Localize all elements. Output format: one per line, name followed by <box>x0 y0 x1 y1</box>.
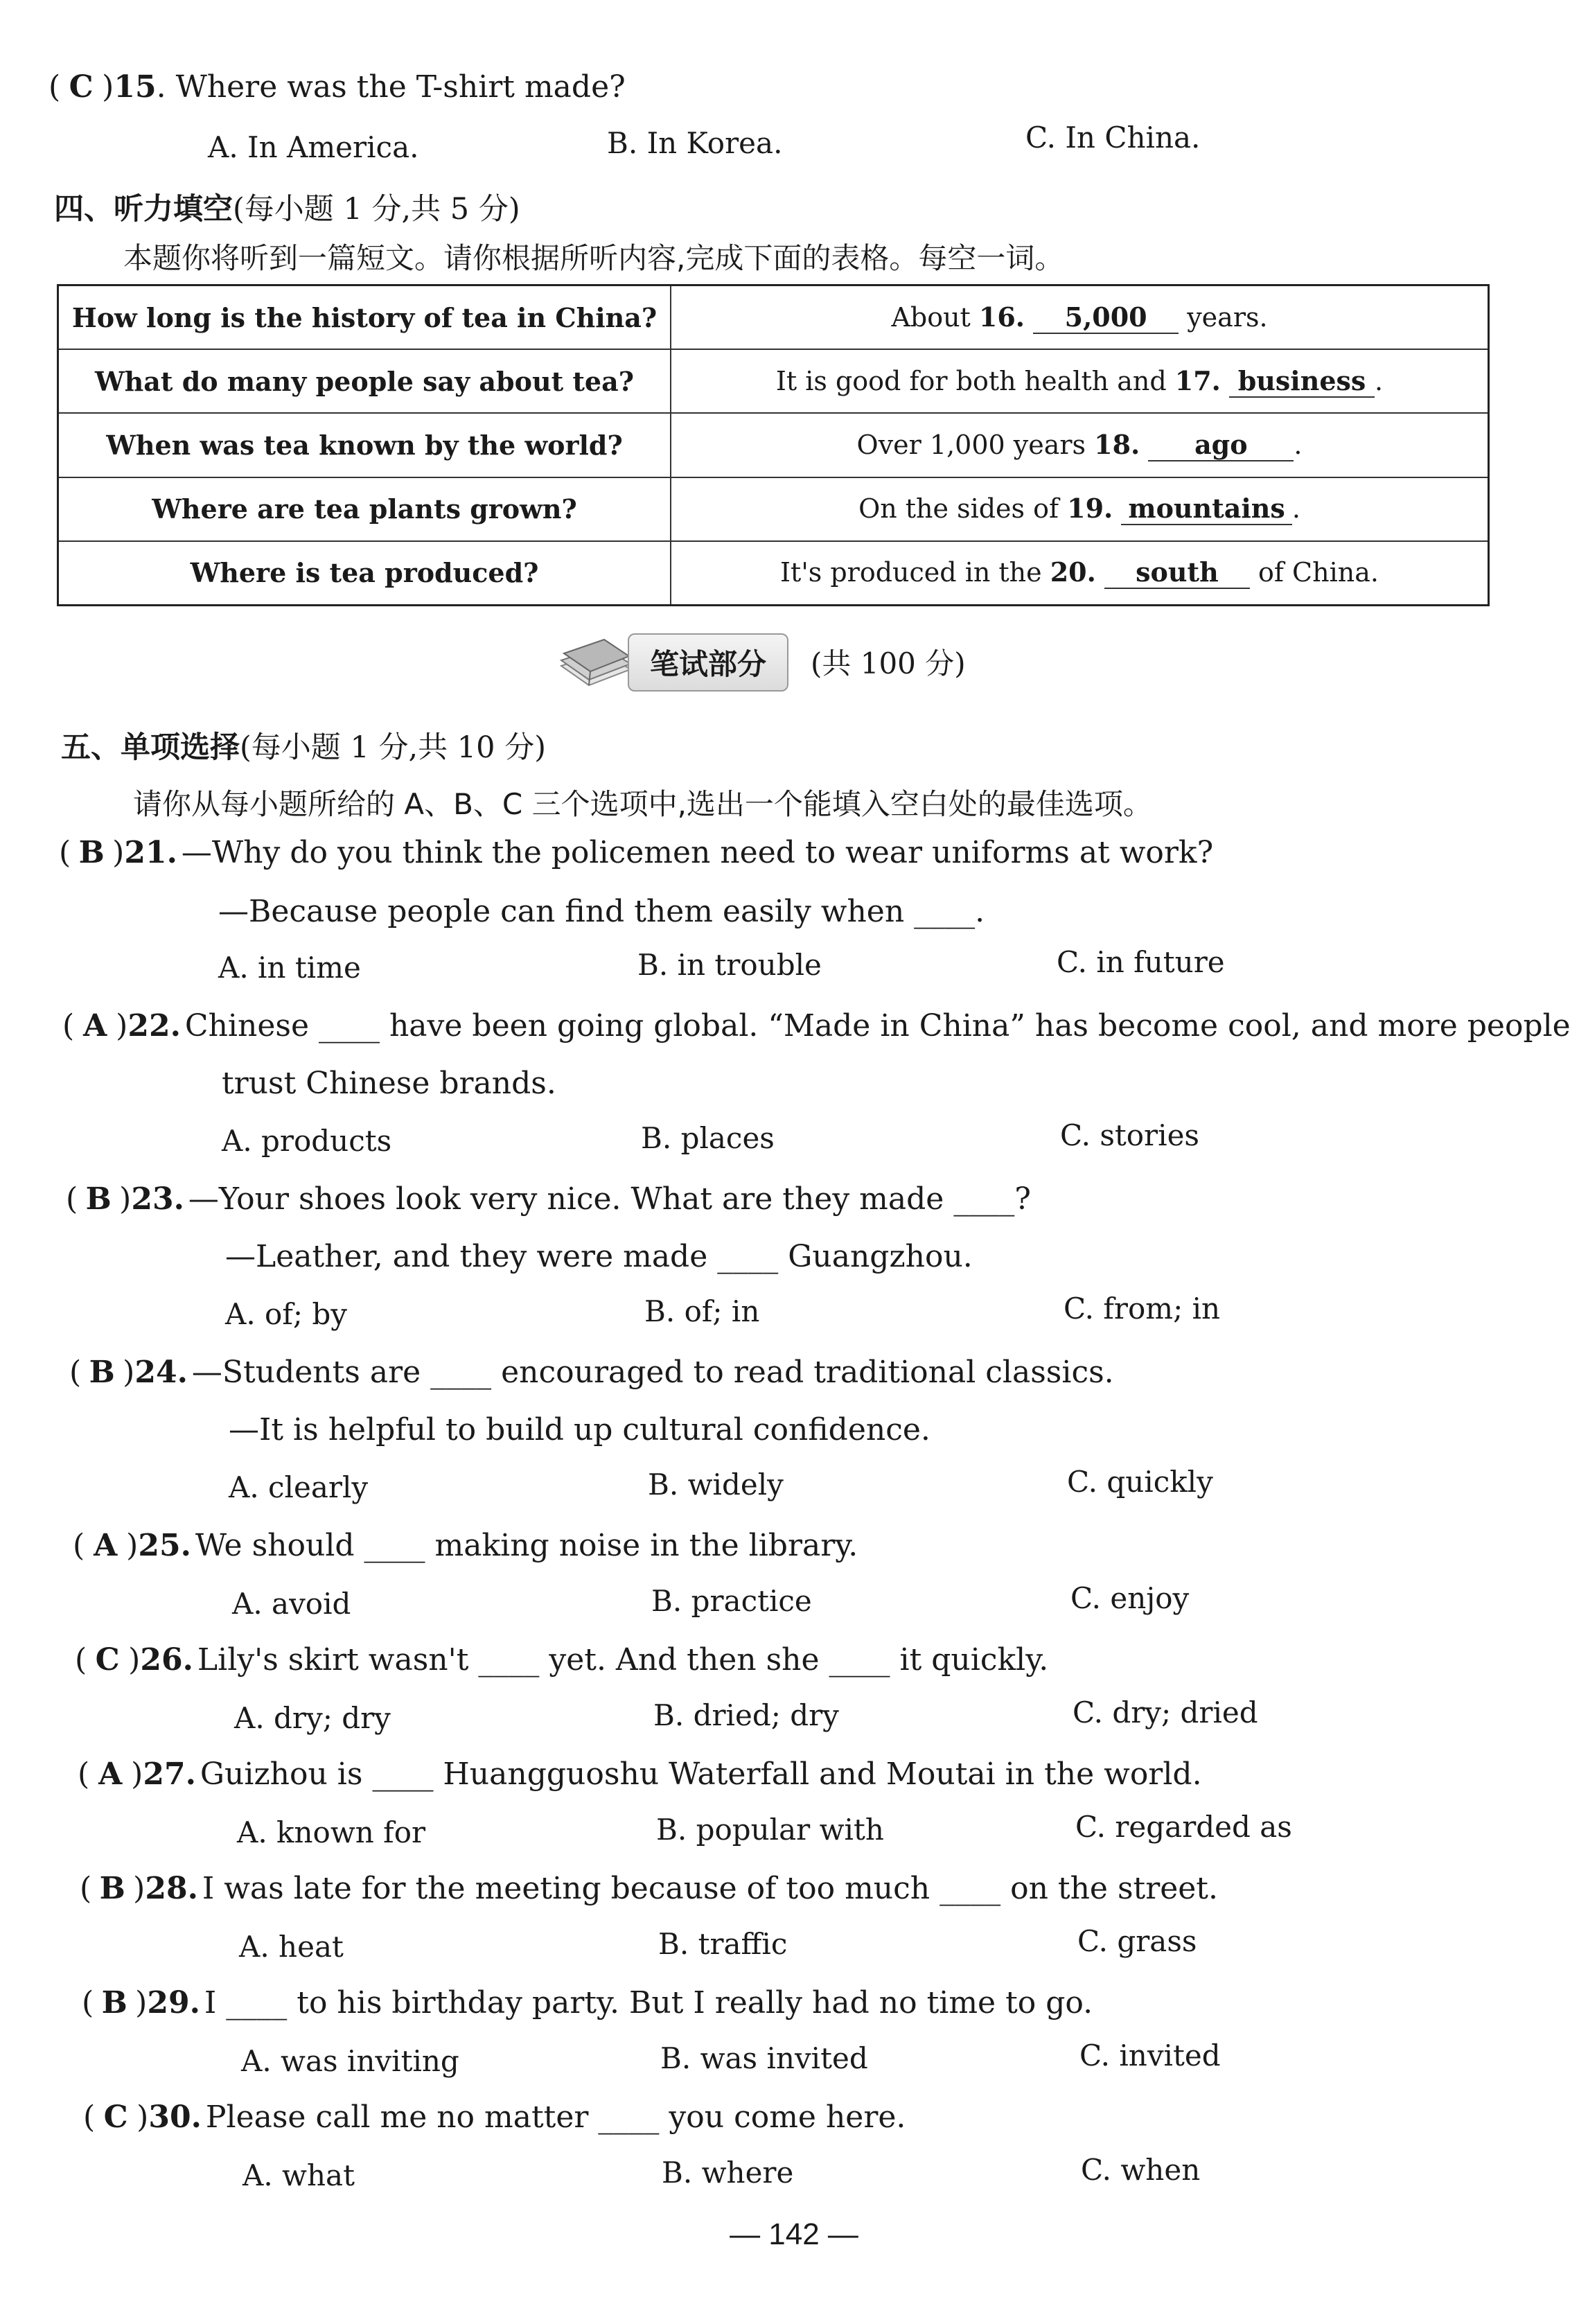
question-number: 23. <box>131 1181 184 1217</box>
question-23: ( B )23. —Your shoes look very nice. What are they made ____? <box>66 1181 1031 1217</box>
question-stem: Where was the T-shirt made? <box>175 69 626 105</box>
option-b: B. places <box>641 1121 775 1155</box>
written-section-label: 笔试部分 <box>628 633 788 692</box>
table-question: When was tea known by the world? <box>58 413 671 477</box>
question-stem: —Your shoes look very nice. What are they made ____? <box>188 1181 1031 1217</box>
option-a: A. in time <box>218 951 361 985</box>
question-line: —Leather, and they were made ____ Guangzhou. <box>225 1239 973 1274</box>
blank-fill: business <box>1229 365 1375 398</box>
option-b: B. popular with <box>656 1813 884 1847</box>
answer-mark: C <box>69 69 94 105</box>
option-a: A. known for <box>237 1815 426 1849</box>
option-a: A. of; by <box>225 1297 347 1331</box>
section-5-instruction: 请你从每小题所给的 A、B、C 三个选项中,选出一个能填入空白处的最佳选项。 <box>133 787 1152 821</box>
option-c: C. stories <box>1060 1118 1199 1152</box>
question-stem: I ____ to his birthday party. But I really had no time to go. <box>204 1985 1093 2021</box>
answer-mark: A <box>83 1008 107 1044</box>
option-c: C. dry; dried <box>1073 1696 1258 1729</box>
question-24: ( B )24. —Students are ____ encouraged to read traditional classics. <box>69 1355 1114 1390</box>
question-30: ( C )30. Please call me no matter ____ you come here. <box>83 2099 906 2135</box>
option-b: B. was invited <box>660 2041 868 2075</box>
question-line: trust Chinese brands. <box>222 1066 556 1101</box>
option-b: B. widely <box>648 1468 784 1502</box>
option-b: B. of; in <box>644 1294 760 1328</box>
table-row <box>58 349 1489 413</box>
answer-mark: B <box>99 1871 125 1906</box>
blank-fill: ago <box>1148 429 1294 461</box>
answer-mark: A <box>98 1757 123 1792</box>
answer-prefix: It is good for both health and <box>775 365 1175 396</box>
blank-fill: mountains <box>1121 493 1291 525</box>
answer-suffix: years. <box>1179 301 1268 333</box>
q15-option-a: A. In America. <box>208 130 419 164</box>
table-row <box>58 541 1489 606</box>
option-b: B. traffic <box>658 1927 788 1961</box>
table-answer <box>671 349 1489 413</box>
option-a: A. heat <box>239 1930 344 1964</box>
question-stem: —Why do you think the policemen need to wear uniforms at work? <box>181 835 1214 870</box>
written-section-badge <box>554 631 804 694</box>
question-28: ( B )28. I was late for the meeting because of too much ____ on the street. <box>80 1871 1218 1906</box>
option-c: C. from; in <box>1064 1292 1221 1326</box>
table-answer <box>671 285 1489 350</box>
answer-mark: A <box>94 1528 118 1563</box>
answer-prefix: About <box>891 301 979 333</box>
blank-number: 20. <box>1050 556 1096 588</box>
option-c: C. when <box>1081 2153 1201 2187</box>
question-21: ( B )21. —Why do you think the policemen need to wear uniforms at work? <box>59 835 1214 870</box>
question-number: 15 <box>114 69 157 105</box>
option-c: C. quickly <box>1067 1465 1213 1499</box>
question-25: ( A )25. We should ____ making noise in the library. <box>73 1528 858 1563</box>
table-answer <box>671 413 1489 477</box>
option-b: B. in trouble <box>637 948 822 982</box>
question-number: 29. <box>147 1985 200 2021</box>
answer-suffix: . <box>1294 429 1303 460</box>
option-b: B. dried; dry <box>653 1698 839 1732</box>
option-a: A. products <box>222 1124 392 1158</box>
book-stack-icon <box>554 631 637 694</box>
answer-suffix: of China. <box>1249 557 1379 588</box>
question-stem: Guizhou is ____ Huangguoshu Waterfall and Moutai in the world. <box>200 1757 1202 1792</box>
section-4-instruction: 本题你将听到一篇短文。请你根据所听内容,完成下面的表格。每空一词。 <box>123 241 1064 275</box>
table-question: What do many people say about tea? <box>58 349 671 413</box>
blank-number: 18. <box>1094 428 1140 460</box>
option-c: C. invited <box>1079 2039 1221 2072</box>
question-stem: —Students are ____ encouraged to read traditional classics. <box>191 1355 1114 1390</box>
question-stem: Chinese ____ have been going global. “Made in China” has become cool, and more people <box>184 1008 1571 1044</box>
option-a: A. what <box>242 2158 355 2192</box>
answer-mark: B <box>101 1985 127 2021</box>
answer-suffix: . <box>1291 493 1300 525</box>
blank-fill: south <box>1104 556 1250 589</box>
answer-mark: B <box>78 835 105 870</box>
question-line: —It is helpful to build up cultural confidence. <box>229 1412 930 1447</box>
option-c: C. grass <box>1077 1924 1197 1958</box>
table-row <box>58 477 1489 541</box>
q15-option-b: B. In Korea. <box>607 126 783 160</box>
option-a: A. was inviting <box>241 2044 459 2078</box>
question-number: 25. <box>138 1528 191 1563</box>
tea-table <box>57 284 1490 606</box>
question-29: ( B )29. I ____ to his birthday party. But I really had no time to go. <box>82 1985 1093 2021</box>
section-4-heading: 四、听力填空 <box>54 192 233 227</box>
table-question: How long is the history of tea in China? <box>58 285 671 350</box>
option-a: A. dry; dry <box>234 1701 391 1735</box>
table-answer <box>671 541 1489 606</box>
q15-option-c: C. In China. <box>1025 121 1201 155</box>
option-a: A. avoid <box>232 1587 351 1621</box>
answer-prefix: It's produced in the <box>780 557 1050 588</box>
question-15: ( C )15. Where was the T-shirt made? <box>48 69 626 105</box>
answer-mark: C <box>95 1642 120 1678</box>
page-number: — 142 — <box>730 2217 858 2251</box>
answer-prefix: On the sides of <box>858 493 1068 525</box>
question-22: ( A )22. Chinese ____ have been going global. “Made in China” has become cool, and more people <box>62 1008 1571 1044</box>
question-number: 22. <box>127 1008 181 1044</box>
blank-number: 16. <box>978 301 1025 333</box>
answer-prefix: Over 1,000 years <box>856 429 1095 460</box>
section-5-title <box>61 724 546 766</box>
question-line: —Because people can find them easily when ____. <box>218 894 985 929</box>
table-row <box>58 285 1489 350</box>
question-stem: I was late for the meeting because of too much ____ on the street. <box>202 1871 1218 1906</box>
blank-number: 17. <box>1174 364 1221 396</box>
section-4-title <box>54 186 520 228</box>
question-number: 27. <box>143 1757 196 1792</box>
question-stem: Please call me no matter ____ you come here. <box>205 2099 906 2135</box>
section-4-note: (每小题 1 分,共 5 分) <box>233 192 520 227</box>
question-27: ( A )27. Guizhou is ____ Huangguoshu Waterfall and Moutai in the world. <box>78 1757 1202 1792</box>
option-b: B. where <box>662 2156 794 2190</box>
option-c: C. enjoy <box>1070 1581 1190 1615</box>
question-number: 28. <box>145 1871 198 1906</box>
question-stem: Lily's skirt wasn't ____ yet. And then she ____ it quickly. <box>197 1642 1049 1678</box>
table-answer <box>671 477 1489 541</box>
option-b: B. practice <box>651 1584 812 1618</box>
table-question: Where are tea plants grown? <box>58 477 671 541</box>
blank-fill: 5,000 <box>1033 301 1179 334</box>
blank-number: 19. <box>1067 493 1113 525</box>
section-5-note: (每小题 1 分,共 10 分) <box>240 730 546 765</box>
option-c: C. regarded as <box>1075 1810 1292 1844</box>
question-26: ( C )26. Lily's skirt wasn't ____ yet. And then she ____ it quickly. <box>75 1642 1049 1678</box>
answer-mark: B <box>85 1181 112 1217</box>
question-number: 21. <box>124 835 177 870</box>
answer-mark: C <box>103 2099 128 2135</box>
question-number: 24. <box>134 1355 188 1390</box>
written-section-note: (共 100 分) <box>811 646 966 680</box>
option-a: A. clearly <box>229 1470 369 1504</box>
table-question: Where is tea produced? <box>58 541 671 606</box>
question-number: 26. <box>140 1642 193 1678</box>
answer-mark: B <box>89 1355 115 1390</box>
table-row <box>58 413 1489 477</box>
option-c: C. in future <box>1057 945 1225 979</box>
section-5-heading: 五、单项选择 <box>61 730 240 765</box>
question-number: 30. <box>148 2099 202 2135</box>
question-stem: We should ____ making noise in the library. <box>195 1528 858 1563</box>
answer-suffix: . <box>1375 365 1384 396</box>
